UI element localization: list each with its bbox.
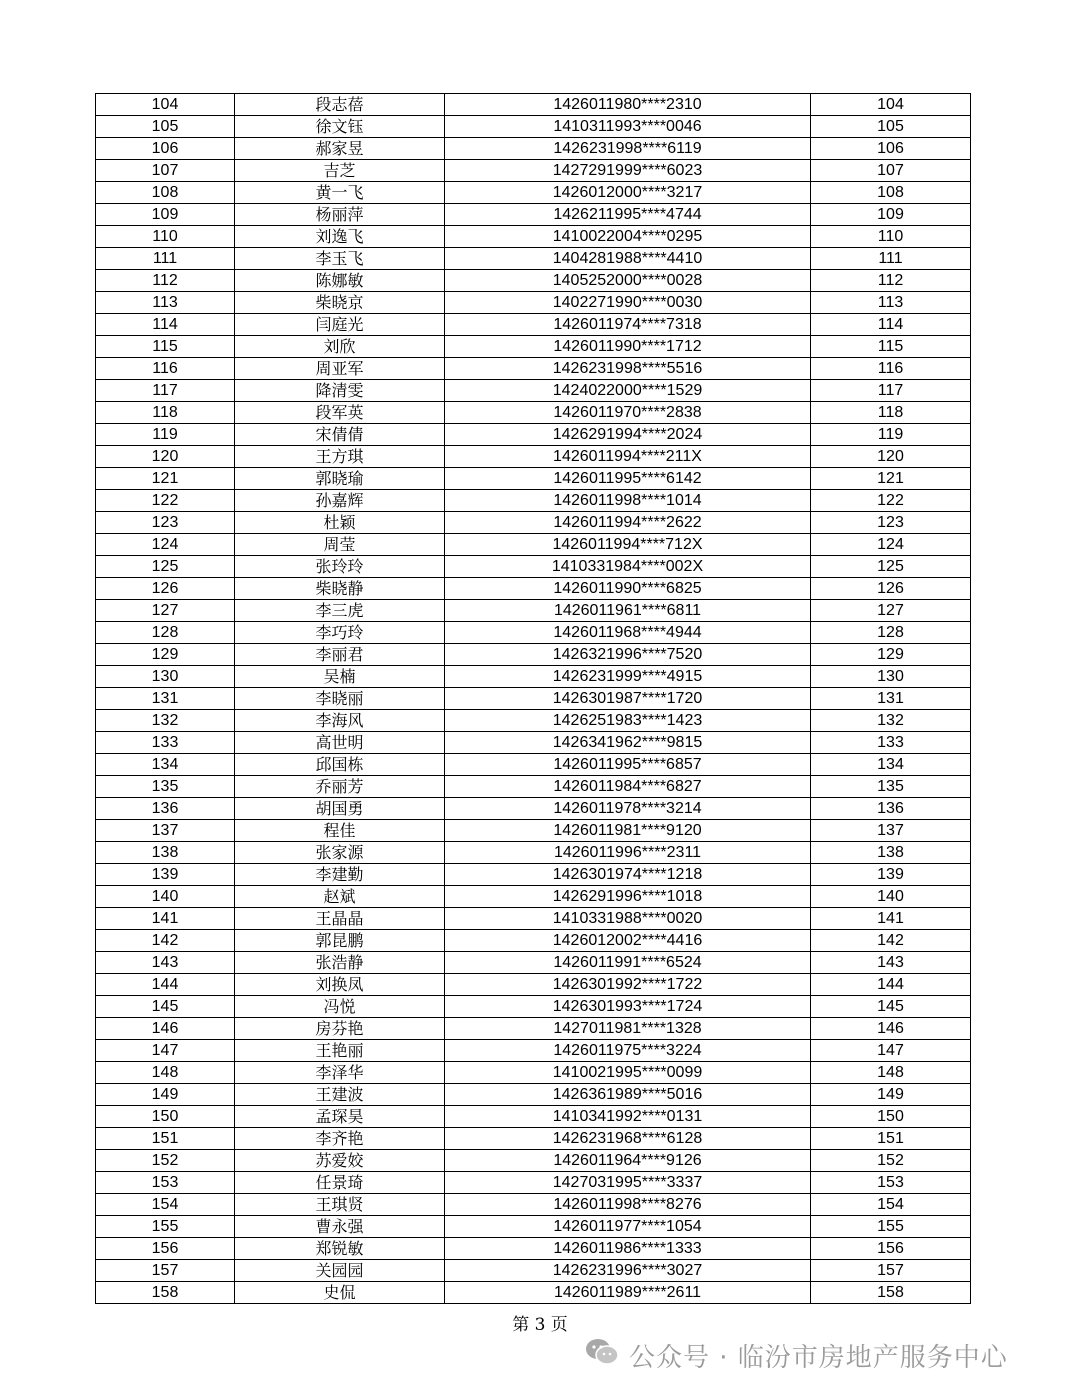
seq-cell: 131 <box>96 688 235 710</box>
table-row <box>96 798 971 820</box>
table-row <box>96 226 971 248</box>
id-number-cell: 1410331988****0020 <box>445 908 811 930</box>
table-row <box>96 1040 971 1062</box>
id-number-cell: 1426011980****2310 <box>445 94 811 116</box>
name-cell: 李丽君 <box>235 644 445 666</box>
table-row <box>96 402 971 424</box>
name-cell: 降清雯 <box>235 380 445 402</box>
id-number-cell: 1405252000****0028 <box>445 270 811 292</box>
table-row <box>96 578 971 600</box>
id-number-cell: 1410331984****002X <box>445 556 811 578</box>
id-number-cell: 1427011981****1328 <box>445 1018 811 1040</box>
index-cell: 157 <box>811 1260 971 1282</box>
seq-cell: 107 <box>96 160 235 182</box>
table-row <box>96 886 971 908</box>
seq-cell: 145 <box>96 996 235 1018</box>
seq-cell: 149 <box>96 1084 235 1106</box>
index-cell: 145 <box>811 996 971 1018</box>
table-row <box>96 1216 971 1238</box>
table-row <box>96 248 971 270</box>
table-row <box>96 270 971 292</box>
table-row <box>96 446 971 468</box>
id-number-cell: 1426231998****6119 <box>445 138 811 160</box>
id-number-cell: 1426231968****6128 <box>445 1128 811 1150</box>
id-number-cell: 1426011986****1333 <box>445 1238 811 1260</box>
table-row <box>96 204 971 226</box>
seq-cell: 113 <box>96 292 235 314</box>
name-cell: 吉芝 <box>235 160 445 182</box>
index-cell: 127 <box>811 600 971 622</box>
name-cell: 徐文钰 <box>235 116 445 138</box>
seq-cell: 118 <box>96 402 235 424</box>
index-cell: 111 <box>811 248 971 270</box>
table-row <box>96 1172 971 1194</box>
index-cell: 134 <box>811 754 971 776</box>
index-cell: 141 <box>811 908 971 930</box>
table-row <box>96 776 971 798</box>
seq-cell: 127 <box>96 600 235 622</box>
seq-cell: 143 <box>96 952 235 974</box>
table-row <box>96 974 971 996</box>
name-cell: 王琪贤 <box>235 1194 445 1216</box>
index-cell: 122 <box>811 490 971 512</box>
name-cell: 周亚军 <box>235 358 445 380</box>
seq-cell: 105 <box>96 116 235 138</box>
name-cell: 程佳 <box>235 820 445 842</box>
name-cell: 杨丽萍 <box>235 204 445 226</box>
name-cell: 黄一飞 <box>235 182 445 204</box>
seq-cell: 148 <box>96 1062 235 1084</box>
table-row <box>96 644 971 666</box>
name-cell: 段志蓓 <box>235 94 445 116</box>
name-cell: 刘欣 <box>235 336 445 358</box>
watermark-text: 公众号 · 临汾市房地产服务中心 <box>629 1342 1008 1373</box>
seq-cell: 158 <box>96 1282 235 1304</box>
name-cell: 柴晓京 <box>235 292 445 314</box>
name-cell: 王建波 <box>235 1084 445 1106</box>
index-cell: 113 <box>811 292 971 314</box>
id-number-cell: 1426011994****712X <box>445 534 811 556</box>
id-number-cell: 1426011990****6825 <box>445 578 811 600</box>
table-row <box>96 710 971 732</box>
name-cell: 杜颖 <box>235 512 445 534</box>
name-cell: 李三虎 <box>235 600 445 622</box>
table-row <box>96 182 971 204</box>
name-cell: 张家源 <box>235 842 445 864</box>
seq-cell: 154 <box>96 1194 235 1216</box>
table-row <box>96 1084 971 1106</box>
id-number-cell: 1427291999****6023 <box>445 160 811 182</box>
id-number-cell: 1402271990****0030 <box>445 292 811 314</box>
index-cell: 104 <box>811 94 971 116</box>
index-cell: 151 <box>811 1128 971 1150</box>
name-cell: 冯悦 <box>235 996 445 1018</box>
table-row <box>96 534 971 556</box>
id-number-cell: 1424022000****1529 <box>445 380 811 402</box>
index-cell: 125 <box>811 556 971 578</box>
id-number-cell: 1426011991****6524 <box>445 952 811 974</box>
seq-cell: 120 <box>96 446 235 468</box>
index-cell: 153 <box>811 1172 971 1194</box>
index-cell: 143 <box>811 952 971 974</box>
table-row <box>96 138 971 160</box>
seq-cell: 125 <box>96 556 235 578</box>
seq-cell: 117 <box>96 380 235 402</box>
id-number-cell: 1426012000****3217 <box>445 182 811 204</box>
seq-cell: 124 <box>96 534 235 556</box>
table-row <box>96 842 971 864</box>
index-cell: 119 <box>811 424 971 446</box>
id-number-cell: 1426012002****4416 <box>445 930 811 952</box>
seq-cell: 126 <box>96 578 235 600</box>
name-cell: 闫庭光 <box>235 314 445 336</box>
name-cell: 孙嘉辉 <box>235 490 445 512</box>
id-number-cell: 1426011975****3224 <box>445 1040 811 1062</box>
table-row <box>96 380 971 402</box>
table-row <box>96 468 971 490</box>
index-cell: 137 <box>811 820 971 842</box>
seq-cell: 136 <box>96 798 235 820</box>
seq-cell: 150 <box>96 1106 235 1128</box>
id-number-cell: 1426231996****3027 <box>445 1260 811 1282</box>
table-body <box>96 94 971 1304</box>
id-number-cell: 1426011996****2311 <box>445 842 811 864</box>
seq-cell: 140 <box>96 886 235 908</box>
id-number-cell: 1426011989****2611 <box>445 1282 811 1304</box>
name-cell: 张玲玲 <box>235 556 445 578</box>
table-row <box>96 908 971 930</box>
index-cell: 158 <box>811 1282 971 1304</box>
name-cell: 胡国勇 <box>235 798 445 820</box>
table-row <box>96 930 971 952</box>
seq-cell: 130 <box>96 666 235 688</box>
name-cell: 郭晓瑜 <box>235 468 445 490</box>
index-cell: 156 <box>811 1238 971 1260</box>
table-row <box>96 1238 971 1260</box>
name-cell: 张浩静 <box>235 952 445 974</box>
seq-cell: 112 <box>96 270 235 292</box>
table-row <box>96 600 971 622</box>
table-row <box>96 490 971 512</box>
table-row <box>96 1282 971 1304</box>
id-number-cell: 1426341962****9815 <box>445 732 811 754</box>
seq-cell: 119 <box>96 424 235 446</box>
id-number-cell: 1426011978****3214 <box>445 798 811 820</box>
name-cell: 宋倩倩 <box>235 424 445 446</box>
index-cell: 120 <box>811 446 971 468</box>
index-cell: 109 <box>811 204 971 226</box>
id-number-cell: 1426361989****5016 <box>445 1084 811 1106</box>
seq-cell: 128 <box>96 622 235 644</box>
seq-cell: 121 <box>96 468 235 490</box>
name-cell: 邱国栋 <box>235 754 445 776</box>
name-cell: 李巧玲 <box>235 622 445 644</box>
index-cell: 106 <box>811 138 971 160</box>
name-cell: 史侃 <box>235 1282 445 1304</box>
seq-cell: 147 <box>96 1040 235 1062</box>
index-cell: 112 <box>811 270 971 292</box>
seq-cell: 104 <box>96 94 235 116</box>
seq-cell: 152 <box>96 1150 235 1172</box>
name-cell: 郑锐敏 <box>235 1238 445 1260</box>
table-row <box>96 336 971 358</box>
index-cell: 144 <box>811 974 971 996</box>
seq-cell: 151 <box>96 1128 235 1150</box>
index-cell: 150 <box>811 1106 971 1128</box>
index-cell: 147 <box>811 1040 971 1062</box>
table-row <box>96 1106 971 1128</box>
table-row <box>96 424 971 446</box>
name-cell: 房芬艳 <box>235 1018 445 1040</box>
seq-cell: 123 <box>96 512 235 534</box>
table-row <box>96 358 971 380</box>
id-number-cell: 1410022004****0295 <box>445 226 811 248</box>
seq-cell: 109 <box>96 204 235 226</box>
id-number-cell: 1426011998****1014 <box>445 490 811 512</box>
seq-cell: 155 <box>96 1216 235 1238</box>
page-number: 第 3 页 <box>512 1315 568 1335</box>
index-cell: 128 <box>811 622 971 644</box>
table-row <box>96 996 971 1018</box>
index-cell: 138 <box>811 842 971 864</box>
index-cell: 139 <box>811 864 971 886</box>
id-number-cell: 1426011968****4944 <box>445 622 811 644</box>
seq-cell: 106 <box>96 138 235 160</box>
id-number-cell: 1426211995****4744 <box>445 204 811 226</box>
table-row <box>96 1018 971 1040</box>
seq-cell: 114 <box>96 314 235 336</box>
table-row <box>96 732 971 754</box>
id-number-cell: 1404281988****4410 <box>445 248 811 270</box>
id-number-cell: 1426011995****6142 <box>445 468 811 490</box>
seq-cell: 144 <box>96 974 235 996</box>
name-cell: 王艳丽 <box>235 1040 445 1062</box>
table-row <box>96 1062 971 1084</box>
wechat-icon <box>585 1337 619 1374</box>
id-number-cell: 1427031995****3337 <box>445 1172 811 1194</box>
seq-cell: 157 <box>96 1260 235 1282</box>
seq-cell: 156 <box>96 1238 235 1260</box>
index-cell: 114 <box>811 314 971 336</box>
index-cell: 135 <box>811 776 971 798</box>
table-row <box>96 116 971 138</box>
id-number-cell: 1426301987****1720 <box>445 688 811 710</box>
name-cell: 任景琦 <box>235 1172 445 1194</box>
name-cell: 周莹 <box>235 534 445 556</box>
watermark <box>585 1337 1008 1373</box>
id-number-cell: 1426011964****9126 <box>445 1150 811 1172</box>
index-cell: 154 <box>811 1194 971 1216</box>
table-row <box>96 512 971 534</box>
index-cell: 105 <box>811 116 971 138</box>
seq-cell: 146 <box>96 1018 235 1040</box>
name-cell: 乔丽芳 <box>235 776 445 798</box>
index-cell: 140 <box>811 886 971 908</box>
index-cell: 118 <box>811 402 971 424</box>
name-cell: 吴楠 <box>235 666 445 688</box>
index-cell: 133 <box>811 732 971 754</box>
table-row <box>96 820 971 842</box>
name-cell: 赵斌 <box>235 886 445 908</box>
table-row <box>96 314 971 336</box>
seq-cell: 141 <box>96 908 235 930</box>
name-cell: 段军英 <box>235 402 445 424</box>
seq-cell: 134 <box>96 754 235 776</box>
table-row <box>96 1260 971 1282</box>
id-number-cell: 1426011990****1712 <box>445 336 811 358</box>
index-cell: 152 <box>811 1150 971 1172</box>
id-number-cell: 1426301993****1724 <box>445 996 811 1018</box>
name-cell: 曹永强 <box>235 1216 445 1238</box>
name-cell: 高世明 <box>235 732 445 754</box>
index-cell: 136 <box>811 798 971 820</box>
id-number-cell: 1426011994****211X <box>445 446 811 468</box>
id-number-cell: 1426011994****2622 <box>445 512 811 534</box>
index-cell: 131 <box>811 688 971 710</box>
table-row <box>96 864 971 886</box>
index-cell: 126 <box>811 578 971 600</box>
id-number-cell: 1426011977****1054 <box>445 1216 811 1238</box>
name-cell: 李晓丽 <box>235 688 445 710</box>
seq-cell: 111 <box>96 248 235 270</box>
seq-cell: 129 <box>96 644 235 666</box>
seq-cell: 133 <box>96 732 235 754</box>
index-cell: 121 <box>811 468 971 490</box>
name-cell: 柴晓静 <box>235 578 445 600</box>
name-cell: 郭昆鹏 <box>235 930 445 952</box>
seq-cell: 142 <box>96 930 235 952</box>
index-cell: 149 <box>811 1084 971 1106</box>
index-cell: 142 <box>811 930 971 952</box>
name-cell: 王方琪 <box>235 446 445 468</box>
table-row <box>96 688 971 710</box>
index-cell: 110 <box>811 226 971 248</box>
id-number-cell: 1426251983****1423 <box>445 710 811 732</box>
name-cell: 李齐艳 <box>235 1128 445 1150</box>
index-cell: 146 <box>811 1018 971 1040</box>
table-row <box>96 1194 971 1216</box>
id-number-cell: 1410341992****0131 <box>445 1106 811 1128</box>
id-number-cell: 1410311993****0046 <box>445 116 811 138</box>
name-cell: 郝家昱 <box>235 138 445 160</box>
seq-cell: 122 <box>96 490 235 512</box>
index-cell: 107 <box>811 160 971 182</box>
seq-cell: 138 <box>96 842 235 864</box>
seq-cell: 153 <box>96 1172 235 1194</box>
id-number-cell: 1426011998****8276 <box>445 1194 811 1216</box>
name-cell: 孟琛昊 <box>235 1106 445 1128</box>
id-number-cell: 1426011984****6827 <box>445 776 811 798</box>
id-number-cell: 1426291994****2024 <box>445 424 811 446</box>
id-number-cell: 1426011981****9120 <box>445 820 811 842</box>
table-row <box>96 94 971 116</box>
index-cell: 155 <box>811 1216 971 1238</box>
name-cell: 关园园 <box>235 1260 445 1282</box>
name-cell: 王晶晶 <box>235 908 445 930</box>
seq-cell: 132 <box>96 710 235 732</box>
data-table <box>95 93 971 1304</box>
id-number-cell: 1410021995****0099 <box>445 1062 811 1084</box>
table-row <box>96 1150 971 1172</box>
name-cell: 苏爱姣 <box>235 1150 445 1172</box>
id-number-cell: 1426301992****1722 <box>445 974 811 996</box>
id-number-cell: 1426291996****1018 <box>445 886 811 908</box>
name-cell: 李海风 <box>235 710 445 732</box>
index-cell: 117 <box>811 380 971 402</box>
table-row <box>96 952 971 974</box>
id-number-cell: 1426231999****4915 <box>445 666 811 688</box>
id-number-cell: 1426011970****2838 <box>445 402 811 424</box>
table-row <box>96 622 971 644</box>
id-number-cell: 1426011995****6857 <box>445 754 811 776</box>
seq-cell: 115 <box>96 336 235 358</box>
name-cell: 刘逸飞 <box>235 226 445 248</box>
name-cell: 陈娜敏 <box>235 270 445 292</box>
id-number-cell: 1426321996****7520 <box>445 644 811 666</box>
index-cell: 124 <box>811 534 971 556</box>
index-cell: 148 <box>811 1062 971 1084</box>
table-row <box>96 1128 971 1150</box>
seq-cell: 116 <box>96 358 235 380</box>
id-number-cell: 1426301974****1218 <box>445 864 811 886</box>
table-row <box>96 666 971 688</box>
table-row <box>96 556 971 578</box>
index-cell: 115 <box>811 336 971 358</box>
index-cell: 108 <box>811 182 971 204</box>
seq-cell: 139 <box>96 864 235 886</box>
id-number-cell: 1426011961****6811 <box>445 600 811 622</box>
name-cell: 刘换凤 <box>235 974 445 996</box>
index-cell: 132 <box>811 710 971 732</box>
index-cell: 123 <box>811 512 971 534</box>
index-cell: 116 <box>811 358 971 380</box>
seq-cell: 135 <box>96 776 235 798</box>
name-cell: 李泽华 <box>235 1062 445 1084</box>
name-cell: 李建勤 <box>235 864 445 886</box>
id-number-cell: 1426011974****7318 <box>445 314 811 336</box>
seq-cell: 108 <box>96 182 235 204</box>
seq-cell: 110 <box>96 226 235 248</box>
table-row <box>96 160 971 182</box>
name-cell: 李玉飞 <box>235 248 445 270</box>
id-number-cell: 1426231998****5516 <box>445 358 811 380</box>
index-cell: 130 <box>811 666 971 688</box>
table-row <box>96 292 971 314</box>
table-row <box>96 754 971 776</box>
index-cell: 129 <box>811 644 971 666</box>
seq-cell: 137 <box>96 820 235 842</box>
